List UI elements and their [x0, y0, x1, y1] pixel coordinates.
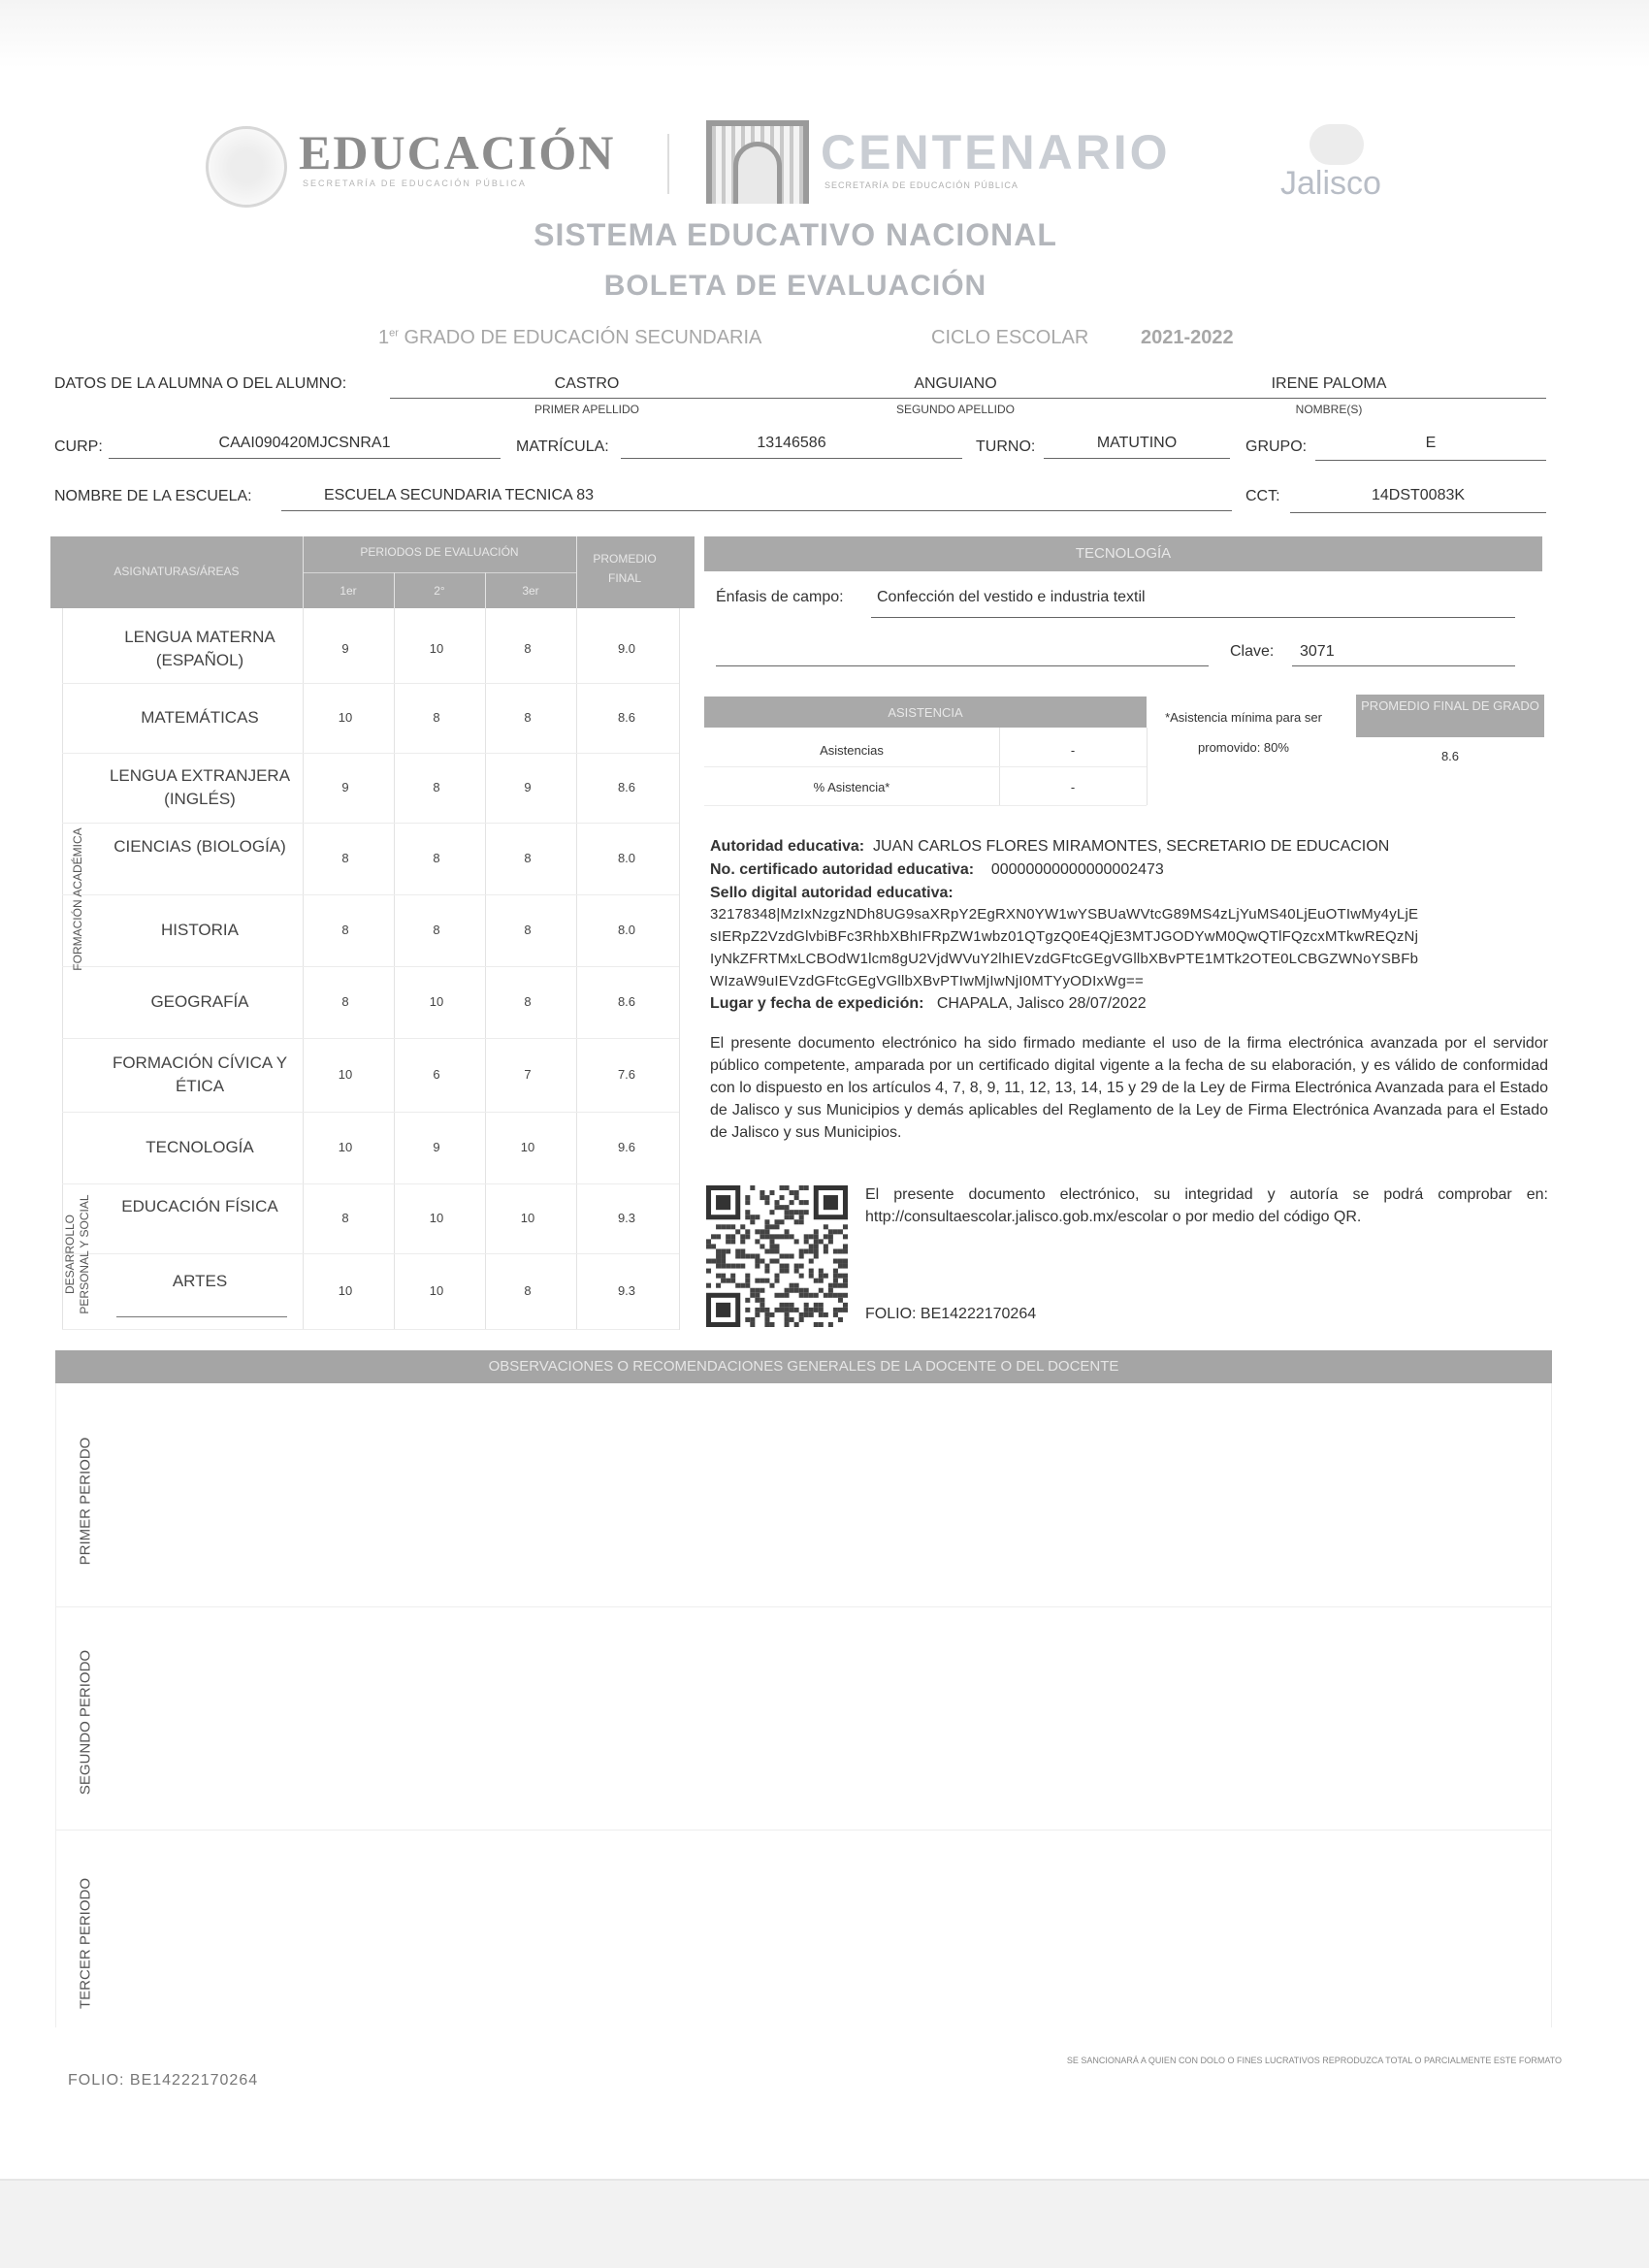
- grade-p1: 10: [338, 1283, 353, 1298]
- scan-edge-bottom: [0, 2179, 1649, 2268]
- grade-p3: 9: [524, 780, 532, 794]
- grid-hline: [62, 894, 679, 895]
- grade-p1: 9: [341, 780, 349, 794]
- cct-line: [1290, 512, 1546, 513]
- grade-final: 9.3: [617, 1283, 636, 1298]
- grade-p1: 8: [341, 994, 349, 1009]
- grade-final: 9.3: [617, 1211, 636, 1225]
- first-surname-label: PRIMER APELLIDO: [534, 403, 640, 416]
- grid-hline: [62, 1038, 679, 1039]
- logo-educacion-sub: SECRETARÍA DE EDUCACIÓN PÚBLICA: [303, 178, 527, 188]
- sello-label: Sello digital autoridad educativa:: [710, 885, 954, 901]
- subject-name: HISTORIA: [161, 921, 239, 939]
- grid-hline: [62, 1112, 679, 1113]
- promedio-header: PROMEDIO FINAL DE GRADO: [1361, 698, 1539, 713]
- asistencias-label: Asistencias: [820, 743, 884, 758]
- grade-final: 9.6: [617, 1140, 636, 1154]
- cycle-label: CICLO ESCOLAR: [931, 327, 1089, 348]
- grade-p2: 10: [429, 994, 444, 1009]
- grid-vline: [576, 536, 577, 1330]
- promedio-value: 8.6: [1440, 749, 1460, 763]
- asistencia-vline: [1147, 728, 1148, 805]
- grade-p2: 8: [433, 851, 440, 865]
- observaciones-divider: [55, 1606, 1552, 1607]
- asistencia-hline: [704, 805, 1147, 806]
- document-subtitle: BOLETA DE EVALUACIÓN: [603, 270, 987, 302]
- logo-jalisco: Jalisco: [1280, 165, 1381, 202]
- cycle-value: 2021-2022: [1141, 327, 1234, 348]
- grade-p2: 10: [429, 1211, 444, 1225]
- document-title: SISTEMA EDUCATIVO NACIONAL: [534, 217, 1057, 252]
- student-names-label: NOMBRE(S): [1295, 403, 1363, 416]
- sello-line-2: sIERpZ2VzdGlvbiBFc3RhbXBhIFRpZW1wbz01QTgzQ0E4QjE3MTJGODYwM0QwQTlFQzcxMTkwREQzNj: [710, 928, 1419, 945]
- enfasis-label: Énfasis de campo:: [716, 589, 844, 605]
- grupo-line: [1315, 460, 1546, 461]
- asistencia-pct-value: -: [1070, 780, 1076, 794]
- autoridad-line: [710, 838, 1389, 856]
- period-tercer: TERCER PERIODO: [77, 1878, 94, 2010]
- grade-p3: 8: [524, 641, 532, 656]
- first-surname: CASTRO: [554, 375, 620, 392]
- logo-educacion: EDUCACIÓN: [299, 125, 616, 179]
- asistencia-note: *Asistencia mínima para ser promovido: 80%: [1165, 710, 1322, 755]
- grade-p3: 8: [524, 994, 532, 1009]
- grade-p1: 8: [341, 1211, 349, 1225]
- period-segundo: SEGUNDO PERIODO: [77, 1649, 94, 1796]
- grade-p2: 8: [433, 923, 440, 937]
- matricula-value: 13146586: [757, 435, 826, 451]
- turno-line: [1044, 458, 1230, 459]
- tecnologia-header: TECNOLOGÍA: [1075, 545, 1172, 562]
- grid-hline: [62, 966, 679, 967]
- school-value: ESCUELA SECUNDARIA TECNICA 83: [324, 487, 595, 503]
- grade-p2: 10: [429, 641, 444, 656]
- section-personal-label: DESARROLLO PERSONAL Y SOCIAL: [63, 1194, 91, 1314]
- lugar-line: [710, 995, 1147, 1013]
- grid-hline: [62, 683, 679, 684]
- subject-name: FORMACIÓN CÍVICA Y ÉTICA: [112, 1053, 288, 1095]
- subject-name: LENGUA MATERNA (ESPAÑOL): [124, 628, 275, 669]
- col-final-header: PROMEDIO FINAL: [593, 552, 657, 585]
- clave-label: Clave:: [1230, 643, 1275, 660]
- school-line: [281, 510, 1232, 511]
- grade-p1: 8: [341, 851, 349, 865]
- certificado-value: 00000000000000002473: [990, 861, 1164, 878]
- matricula-label: MATRÍCULA:: [516, 438, 609, 455]
- grade-final: 8.0: [617, 851, 636, 865]
- grid-vline: [394, 572, 395, 1330]
- student-data-label: DATOS DE LA ALUMNA O DEL ALUMNO:: [54, 375, 347, 392]
- grupo-value: E: [1425, 435, 1437, 451]
- artes-line: [116, 1316, 287, 1317]
- legal-paragraph: El presente documento electrónico ha sido firmado mediante el uso de la firma electrónica avanzada por el servidor público competente, amparada por un certificado digital vigente a la fecha de su elaboración, y es válido de conformidad con lo dispuesto en los artículos 4, 7, 8, 9, 11, 12, 13, 14, 15 y 29 de la Ley de Firma Electrónica Avanzada para el Estado de Jalisco y sus Municipios y demás aplicables del Reglamento de la Ley de Firma Electrónica Avanzada para el Estado de Jalisco y sus Municipios.: [710, 1035, 1548, 1141]
- grade-final: 8.6: [617, 710, 636, 725]
- lugar-value: CHAPALA, Jalisco 28/07/2022: [936, 995, 1147, 1012]
- asistencia-hline: [704, 766, 1147, 767]
- enfasis-line: [871, 617, 1515, 618]
- grade-p1: 10: [338, 1140, 353, 1154]
- student-names: IRENE PALOMA: [1271, 375, 1387, 392]
- certificado-label: No. certificado autoridad educativa:: [710, 861, 975, 878]
- section-academic-label: FORMACIÓN ACADÉMICA: [71, 827, 84, 971]
- grid-hline: [62, 753, 679, 754]
- grade-p2: 6: [433, 1067, 440, 1082]
- grade-p1: 8: [341, 923, 349, 937]
- grade-final: 7.6: [617, 1067, 636, 1082]
- curp-value: CAAI090420MJCSNRA1: [218, 435, 391, 451]
- curp-label: CURP:: [54, 438, 103, 455]
- sello-line-3: IyNkZFRTMxLCBOdW1lcm8gU2VjdWVuY2lhIEVzdGFtcGEgVGllbXBvPTE1MTk2OTE0LCBGZWNoYSBFb: [710, 951, 1419, 967]
- periods-header-divider: [303, 572, 576, 573]
- grid-hline: [62, 1253, 679, 1254]
- logo-centenario-sub: SECRETARÍA DE EDUCACIÓN PÚBLICA: [824, 180, 1018, 190]
- grade-p2: 8: [433, 780, 440, 794]
- col-period-1: 1er: [340, 584, 357, 598]
- logo-separator: [667, 134, 669, 194]
- mexico-seal-icon: [206, 126, 287, 208]
- subject-name: TECNOLOGÍA: [146, 1138, 254, 1156]
- certificado-line: [710, 861, 1164, 879]
- school-label: NOMBRE DE LA ESCUELA:: [54, 488, 252, 504]
- grade-final: 8.0: [617, 923, 636, 937]
- lugar-label: Lugar y fecha de expedición:: [710, 995, 924, 1012]
- grid-vline: [485, 572, 486, 1330]
- subject-name: LENGUA EXTRANJERA (INGLÉS): [109, 766, 291, 808]
- grade-p3: 8: [524, 710, 532, 725]
- grade-p1: 9: [341, 641, 349, 656]
- scan-edge-top: [0, 0, 1649, 68]
- observaciones-frame: [55, 1383, 1552, 2027]
- col-period-3: 3er: [522, 584, 539, 598]
- grade-p3: 8: [524, 851, 532, 865]
- arch-door-icon: [733, 142, 782, 204]
- clave-value: 3071: [1300, 643, 1335, 660]
- observaciones-divider: [55, 1830, 1552, 1831]
- logo-centenario: CENTENARIO: [821, 125, 1171, 179]
- period-primer: PRIMER PERIODO: [77, 1437, 94, 1566]
- turno-label: TURNO:: [976, 438, 1036, 455]
- grid-vline: [679, 608, 680, 1330]
- grid-hline: [62, 1329, 679, 1330]
- qr-code-icon[interactable]: [704, 1185, 850, 1327]
- cct-value: 14DST0083K: [1371, 487, 1466, 503]
- sello-line-1: 32178348|MzIxNzgzNDh8UG9saXRpY2EgRXN0YW1wYSBUaWVtcG89MS4zLjYuMS40LjEuOTIwMy4yLjE: [710, 906, 1419, 923]
- col-subject-header: ASIGNATURAS/ÁREAS: [113, 565, 240, 578]
- grade-p1: 10: [338, 710, 353, 725]
- grid-hline: [62, 823, 679, 824]
- autoridad-label: Autoridad educativa:: [710, 838, 865, 855]
- col-period-2: 2°: [434, 584, 445, 598]
- turno-value: MATUTINO: [1096, 435, 1178, 451]
- asistencia-header: ASISTENCIA: [888, 705, 963, 720]
- student-name-line: [390, 398, 1546, 399]
- grade-level: [378, 327, 761, 349]
- subject-name: EDUCACIÓN FÍSICA: [121, 1197, 278, 1215]
- asistencias-value: -: [1070, 743, 1076, 758]
- asistencia-pct-label: % Asistencia*: [813, 780, 890, 794]
- jalisco-mark-icon: [1310, 124, 1364, 165]
- subject-name: GEOGRAFÍA: [150, 992, 249, 1011]
- grade-p3: 10: [520, 1211, 535, 1225]
- grade-final: 8.6: [617, 780, 636, 794]
- subject-name: CIENCIAS (BIOLOGÍA): [113, 837, 286, 856]
- observaciones-header: OBSERVACIONES O RECOMENDACIONES GENERALES DE LA DOCENTE O DEL DOCENTE: [55, 1350, 1552, 1383]
- grade-p2: 9: [433, 1140, 440, 1154]
- footer-folio: FOLIO: BE14222170264: [68, 2072, 259, 2089]
- grade-p3: 8: [524, 1283, 532, 1298]
- grade-final: 9.0: [617, 641, 636, 656]
- grade-p3: 8: [524, 923, 532, 937]
- grid-vline: [303, 536, 304, 1330]
- tecnologia-blank-line: [716, 665, 1209, 666]
- clave-line: [1292, 665, 1515, 666]
- grade-p1: 10: [338, 1067, 353, 1082]
- grade-p3: 10: [520, 1140, 535, 1154]
- second-surname-label: SEGUNDO APELLIDO: [895, 403, 1016, 416]
- grade-number: 1: [378, 327, 390, 348]
- subject-name: MATEMÁTICAS: [141, 708, 259, 727]
- cct-label: CCT:: [1245, 488, 1280, 504]
- curp-line: [109, 458, 501, 459]
- grade-p2: 10: [429, 1283, 444, 1298]
- matricula-line: [621, 458, 962, 459]
- grade-p3: 7: [524, 1067, 532, 1082]
- grade-final: 8.6: [617, 994, 636, 1009]
- second-surname: ANGUIANO: [914, 375, 997, 392]
- grade-p2: 8: [433, 710, 440, 725]
- col-periods-header: PERIODOS DE EVALUACIÓN: [360, 545, 519, 559]
- grid-hline: [62, 1183, 679, 1184]
- qr-text: El presente documento electrónico, su integridad y autoría se podrá comprobar en: http://consultaescolar.jalisco.gob.mx/escolar o por medio del código QR.: [865, 1186, 1548, 1225]
- sello-line-4: WIzaW9uIEVzdGFtcGEgVGllbXBvPTIwMjIwNjI0MTYyODIxWg==: [710, 973, 1144, 989]
- folio: FOLIO: BE14222170264: [865, 1306, 1037, 1322]
- subject-name: ARTES: [172, 1272, 228, 1290]
- grade-text: GRADO DE EDUCACIÓN SECUNDARIA: [398, 327, 762, 348]
- autoridad-value: JUAN CARLOS FLORES MIRAMONTES, SECRETARIO DE EDUCACION: [873, 838, 1390, 855]
- footer-legal: SE SANCIONARÁ A QUIEN CON DOLO O FINES LUCRATIVOS REPRODUZCA TOTAL O PARCIALMENTE ESTE FORMATO: [1066, 2056, 1562, 2065]
- grade-suffix: er: [389, 327, 399, 340]
- enfasis-value: Confección del vestido e industria textil: [877, 589, 1146, 605]
- grupo-label: GRUPO:: [1245, 438, 1308, 455]
